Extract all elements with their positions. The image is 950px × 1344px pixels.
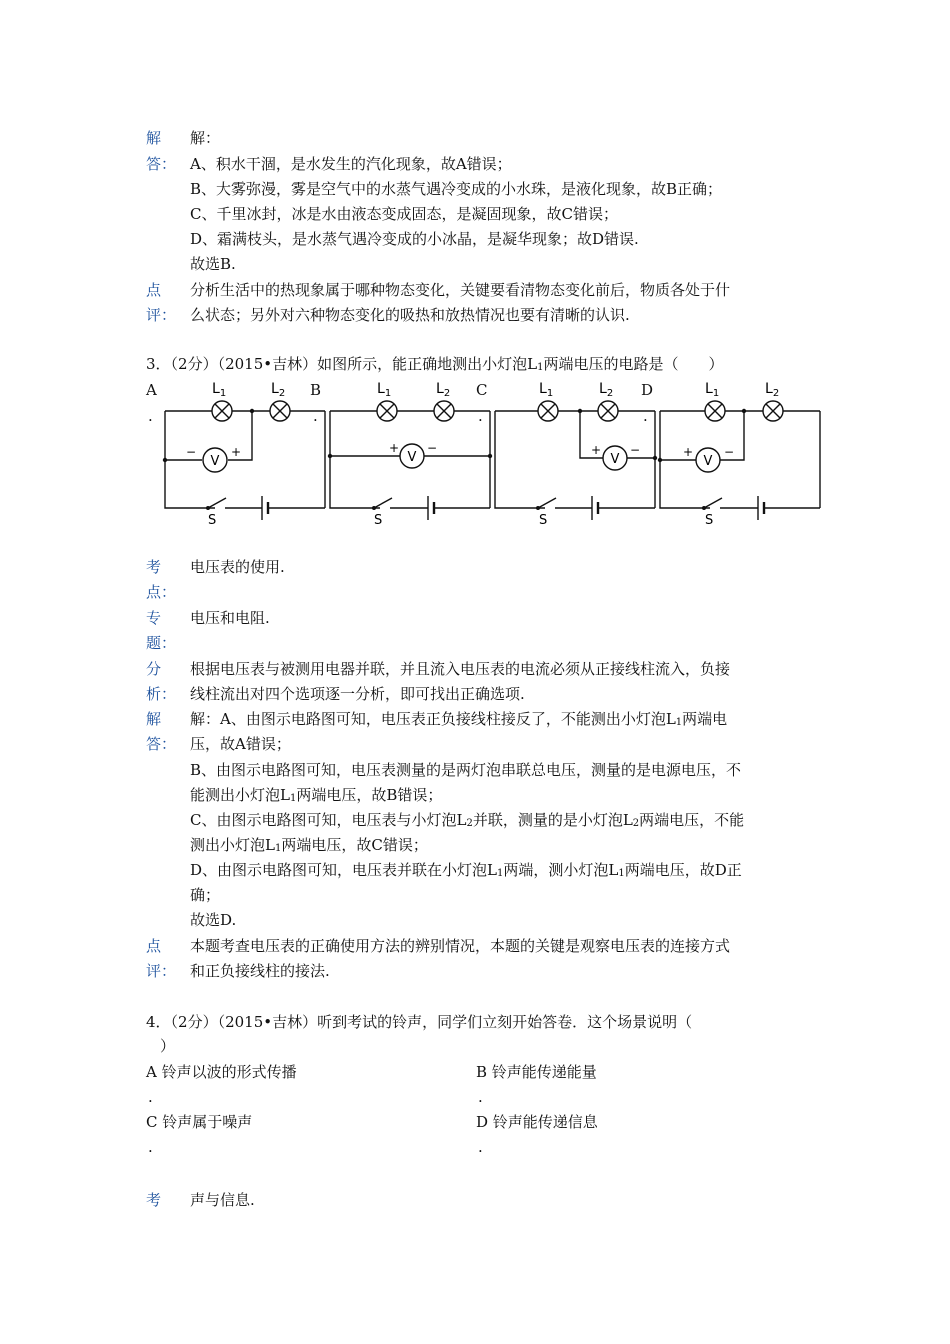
q3-answer-d-line2: 确； (190, 886, 221, 904)
label-fen-xi: 析： (146, 685, 177, 703)
lamp-l1-icon (377, 401, 397, 421)
q3-option-c-letter: C (476, 381, 488, 399)
q4-option-a: A 铃声以波的形式传播 (146, 1063, 297, 1081)
lamp-l1-label: $L_1$ (377, 381, 392, 399)
switch-icon (702, 498, 722, 510)
battery-icon (428, 496, 434, 520)
plus-terminal: + (230, 445, 242, 459)
minus-terminal: − (723, 445, 735, 459)
lamp-l2-icon (598, 401, 618, 421)
label-ping: 评： (146, 306, 177, 324)
switch-icon (536, 498, 556, 510)
lamp-l1-label: $L_1$ (705, 381, 720, 399)
q2-answer-c: C、千里冰封，冰是水由液态变成固态，是凝固现象，故C错误； (190, 205, 618, 223)
lamp-l2-label: $L_2$ (436, 381, 451, 399)
switch-label: S (208, 513, 217, 526)
minus-terminal: − (185, 445, 197, 459)
q3-option-a-dot: . (148, 407, 153, 425)
lamp-l1-icon (538, 401, 558, 421)
switch-icon (206, 498, 226, 510)
q2-answer-b: B、大雾弥漫，雾是空气中的水蒸气遇冷变成的小水珠，是液化现象，故B正确； (190, 180, 723, 198)
q4-option-a-dot: . (148, 1088, 153, 1106)
q3-analysis-line1: 根据电压表与被测用电器并联，并且流入电压表的电流必须从正接线柱流入，负接 (190, 660, 731, 678)
circuit-c (495, 381, 657, 526)
lamp-l2-label: $L_2$ (271, 381, 286, 399)
label-ping: 评： (146, 962, 177, 980)
q4-stem-line1: 4．（2分）（2015•吉林）听到考试的铃声，同学们立刻开始答卷．这个场景说明（ (146, 1013, 693, 1031)
q3-option-b-dot: . (313, 407, 318, 425)
label-zhuan-ti: 题： (146, 634, 177, 652)
lamp-l2-icon (270, 401, 290, 421)
q3-option-c-dot: . (478, 407, 483, 425)
label-fen: 分 (146, 660, 162, 678)
label-kao: 考 (146, 1191, 162, 1209)
label-kao: 考 (146, 558, 162, 576)
q3-knowledge-point: 电压表的使用. (190, 558, 285, 576)
circuit-diagrams (140, 376, 840, 526)
voltmeter-label: V (407, 450, 417, 465)
q3-option-a-letter: A (146, 381, 157, 399)
q2-choice: 故选B. (190, 255, 236, 273)
q4-option-d: D 铃声能传递信息 (476, 1113, 598, 1131)
lamp-l2-icon (763, 401, 783, 421)
q4-option-b-dot: . (478, 1088, 483, 1106)
q3-answer-b-line2: 能测出小灯泡$L_1$两端电压，故B错误； (190, 786, 443, 804)
switch-label: S (539, 513, 548, 526)
q3-answer-a-line1: 解：A、由图示电路图可知，电压表正负接线柱接反了，不能测出小灯泡$L_1$两端电 (190, 710, 728, 728)
label-dian: 点 (146, 937, 162, 955)
q3-choice: 故选D. (190, 911, 237, 929)
battery-icon (592, 496, 598, 520)
switch-label: S (705, 513, 714, 526)
label-zhuan: 专 (146, 609, 162, 627)
plus-terminal: + (590, 443, 602, 457)
q3-option-d-letter: D (641, 381, 654, 399)
label-kao-dian: 点： (146, 583, 177, 601)
label-jie: 解 (146, 710, 162, 728)
q2-answer-intro: 解： (190, 129, 221, 147)
circuit-d (658, 381, 820, 526)
q3-option-d-dot: . (643, 407, 648, 425)
q3-topic: 电压和电阻. (190, 609, 270, 627)
plus-terminal: + (388, 441, 400, 455)
circuit-b (328, 381, 492, 526)
circuit-a (163, 381, 325, 526)
label-da: 答： (146, 735, 177, 753)
q3-answer-c-line1: C、由图示电路图可知，电压表与小灯泡$L_2$并联，测量的是小灯泡$L_2$两端电压，不能 (190, 811, 745, 829)
switch-icon (372, 498, 392, 510)
q4-option-c-dot: . (148, 1138, 153, 1156)
q3-stem: 3．（2分）（2015•吉林）如图所示，能正确地测出小灯泡$L_1$两端电压的电路是（ ） (146, 355, 724, 373)
q3-answer-a-line2: 压，故A错误； (190, 735, 291, 753)
q3-comment-line1: 本题考查电压表的正确使用方法的辨别情况，本题的关键是观察电压表的连接方式 (190, 937, 731, 955)
minus-terminal: − (629, 443, 641, 457)
voltmeter-label: V (703, 454, 713, 469)
q3-answer-b-line1: B、由图示电路图可知，电压表测量的是两灯泡串联总电压，测量的是电源电压，不 (190, 761, 742, 779)
battery-icon (758, 496, 764, 520)
q3-answer-c-line2: 测出小灯泡$L_1$两端电压，故C错误； (190, 836, 428, 854)
lamp-l1-label: $L_1$ (212, 381, 227, 399)
minus-terminal: − (426, 441, 438, 455)
q2-comment-line2: 么状态；另外对六种物态变化的吸热和放热情况也要有清晰的认识. (190, 306, 630, 324)
q4-option-c: C 铃声属于噪声 (146, 1113, 253, 1131)
q4-stem-line2: ） (160, 1037, 176, 1055)
voltmeter-label: V (210, 454, 220, 469)
q4-option-d-dot: . (478, 1138, 483, 1156)
q3-answer-d-line1: D、由图示电路图可知，电压表并联在小灯泡$L_1$两端，测小灯泡$L_1$两端电压，故D正 (190, 861, 742, 879)
q2-answer-a: A、积水干涸，是水发生的汽化现象，故A错误； (190, 155, 512, 173)
plus-terminal: + (682, 445, 694, 459)
lamp-l2-label: $L_2$ (765, 381, 780, 399)
q3-comment-line2: 和正负接线柱的接法. (190, 962, 330, 980)
lamp-l1-icon (705, 401, 725, 421)
label-jie: 解 (146, 129, 162, 147)
q2-answer-d: D、霜满枝头，是水蒸气遇冷变成的小冰晶，是凝华现象；故D错误. (190, 230, 639, 248)
battery-icon (262, 496, 268, 520)
switch-label: S (374, 513, 383, 526)
q3-analysis-line2: 线柱流出对四个选项逐一分析，即可找出正确选项. (190, 685, 525, 703)
q2-comment-line1: 分析生活中的热现象属于哪种物态变化，关键要看清物态变化前后，物质各处于什 (190, 281, 731, 299)
label-dian: 点 (146, 281, 162, 299)
label-da: 答： (146, 155, 177, 173)
q4-option-b: B 铃声能传递能量 (476, 1063, 597, 1081)
voltmeter-label: V (610, 452, 620, 467)
q4-knowledge-point: 声与信息. (190, 1191, 255, 1209)
lamp-l2-label: $L_2$ (599, 381, 614, 399)
lamp-l2-icon (434, 401, 454, 421)
lamp-l1-icon (212, 401, 232, 421)
q3-option-b-letter: B (310, 381, 322, 399)
lamp-l1-label: $L_1$ (539, 381, 554, 399)
